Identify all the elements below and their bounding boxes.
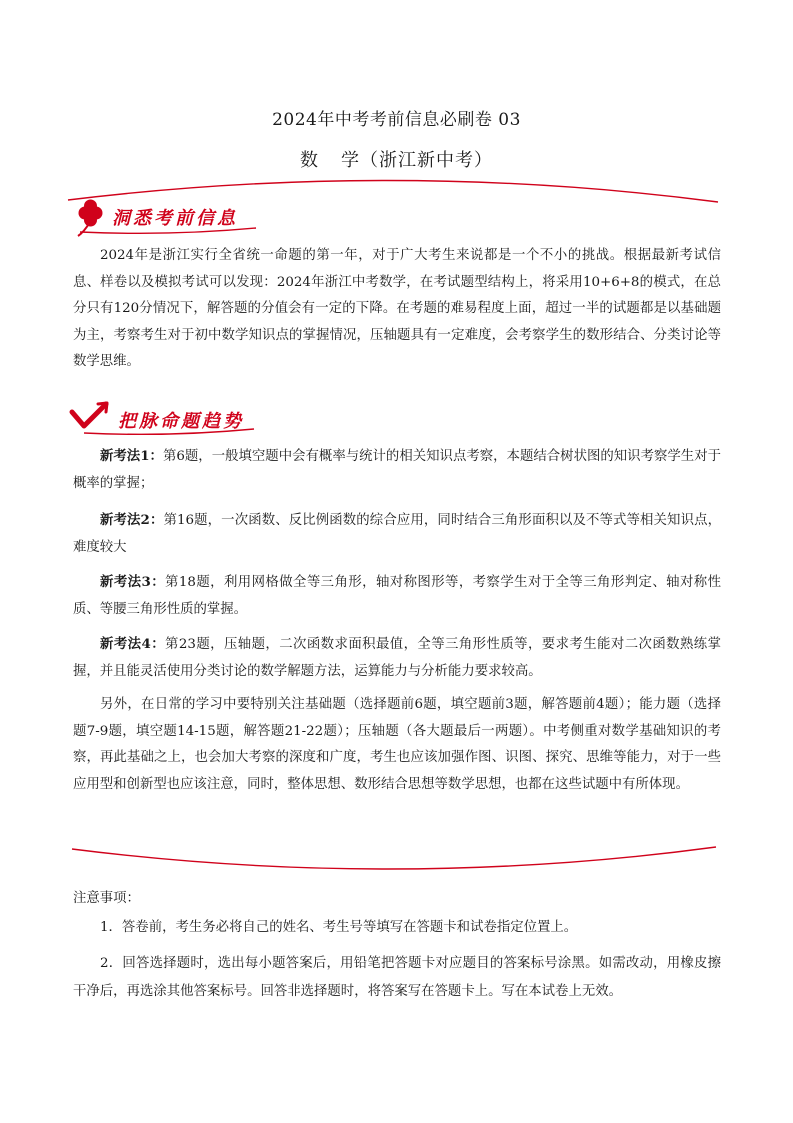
four-leaf-flower-icon [78, 200, 103, 237]
trend-item [73, 631, 721, 685]
trend-item-lead: 新考法4： [100, 636, 166, 652]
section-heading-info-text: 洞悉考前信息 [112, 208, 238, 229]
trend-item-lead: 新考法3： [100, 574, 166, 590]
notice-item: 2．回答选择题时，选出每小题答案后，用铅笔把答题卡对应题目的答案标号涂黑。如需改动，用橡皮擦干净后，再选涂其他答案标号。回答非选择题时，将答案写在答题卡上。写在本试卷上无效。 [73, 956, 721, 999]
notice-title: 注意事项： [73, 891, 140, 906]
section-heading-trend [118, 403, 244, 437]
top-frame-arc [68, 180, 718, 202]
section-heading-trend-text: 把脉命题趋势 [118, 411, 244, 432]
trend-item [73, 507, 721, 561]
trend-item [73, 443, 721, 497]
trend-item [73, 569, 721, 623]
info-paragraph: 2024年是浙江实行全省统一命题的第一年，对于广大考生来说都是一个不小的挑战。根据最新考试信息、样卷以及模拟考试可以发现：2024年浙江中考数学，在考试题型结构上，将采用10+6+8的模式，在总分只有120分情况下，解答题的分值会有一定的下降。在考题的难易程度上面，超过一半的试题都是以基础题为主，考察考生对于初中数学知识点的掌握情况，压轴题具有一定难度，会考察学生的数形结合、分类讨论等数学思维。 [73, 248, 721, 370]
subtitle-rest: 学（浙江新中考） [341, 150, 493, 171]
trend-closing-paragraph: 另外，在日常的学习中要特别关注基础题（选择题前6题，填空题前3题，解答题前4题）；能力题（选择题7-9题，填空题14-15题，解答题21-22题）；压轴题（各大题最后一两题）。中考侧重对数学基础知识的考察，再此基础之上，也会加大考察的深度和广度，考生也应该加强作图、识图、探究、思维等能力，对于一些应用型和创新型也应该注意，同时，整体思想、数形结合思想等数学思想，也都在这些试题中有所体现。 [73, 697, 721, 792]
page-title: 2024年中考考前信息必刷卷 03 [272, 110, 521, 130]
trend-item-text: 第23题，压轴题，二次函数求面积最值，全等三角形性质等，要求考生能对二次函数熟练掌握，并且能灵活使用分类讨论的数学解题方法，运算能力与分析能力要求较高。 [73, 637, 721, 679]
trend-item-text: 第6题，一般填空题中会有概率与统计的相关知识点考察，本题结合树状图的知识考察学生对于概率的掌握； [73, 449, 721, 491]
trend-item-text: 第18题，利用网格做全等三角形，轴对称图形等，考察学生对于全等三角形判定、轴对称性质、等腰三角形性质的掌握。 [73, 575, 721, 617]
bottom-frame-arc [72, 847, 716, 869]
trend-item-lead: 新考法1： [100, 448, 163, 464]
notice-item: 1．答卷前，考生务必将自己的姓名、考生号等填写在答题卡和试卷指定位置上。 [100, 920, 578, 935]
trend-item-lead: 新考法2： [100, 512, 164, 528]
subtitle-subject: 数 [300, 150, 319, 171]
trend-item-text: 第16题，一次函数、反比例函数的综合应用，同时结合三角形面积以及不等式等相关知识点，难度较大 [73, 513, 721, 555]
section-heading-info [112, 200, 238, 234]
trend-arrow-icon [72, 403, 107, 426]
